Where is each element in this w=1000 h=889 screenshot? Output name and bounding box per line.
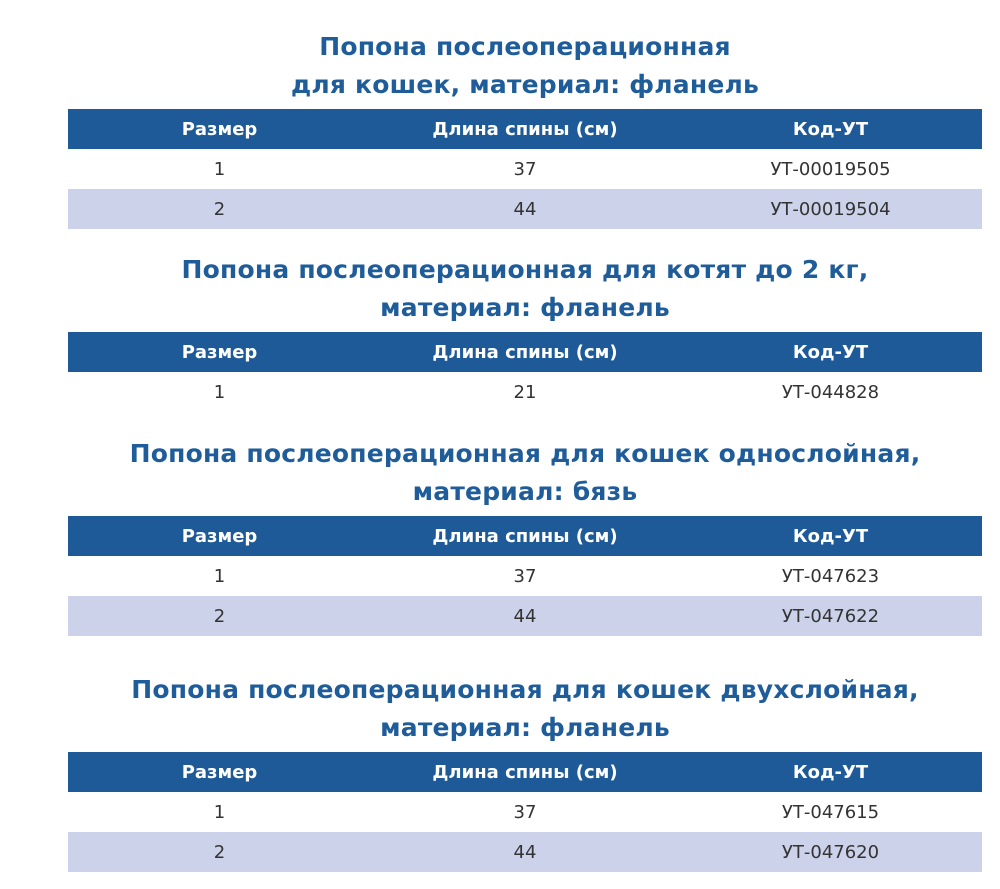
header-code: Код-УТ bbox=[679, 752, 982, 792]
section-title-line2: материал: бязь bbox=[412, 477, 638, 506]
size-table bbox=[68, 752, 982, 872]
size-table bbox=[68, 332, 982, 412]
size-table bbox=[68, 109, 982, 229]
section-title-line1: Попона послеоперационная для котят до 2 кг, bbox=[181, 255, 869, 284]
section-title bbox=[68, 251, 982, 327]
cell-code: УТ-00019504 bbox=[679, 189, 982, 229]
cell-size: 2 bbox=[68, 596, 371, 636]
table-header-row bbox=[68, 332, 982, 372]
cell-code: УТ-047615 bbox=[781, 801, 880, 823]
cell-length: 37 bbox=[513, 158, 537, 180]
size-table bbox=[68, 516, 982, 636]
section-title-line1: Попона послеоперационная для кошек однослойная, bbox=[129, 439, 921, 468]
cell-code: УТ-047622 bbox=[679, 596, 982, 636]
section-title-line1: Попона послеоперационная для кошек двухслойная, bbox=[131, 675, 919, 704]
table-row bbox=[68, 149, 982, 189]
header-back-length: Длина спины (см) bbox=[371, 109, 679, 149]
table-row bbox=[68, 556, 982, 596]
section-title-line2: для кошек, материал: фланель bbox=[290, 70, 760, 99]
section-flannel-cats bbox=[68, 28, 982, 229]
header-size: Размер bbox=[68, 752, 371, 792]
table-row bbox=[68, 596, 982, 636]
section-calico-single-layer bbox=[68, 435, 982, 636]
section-title bbox=[68, 671, 982, 747]
table-header-row bbox=[68, 109, 982, 149]
cell-length: 37 bbox=[513, 565, 537, 587]
table-row bbox=[68, 832, 982, 872]
header-code: Код-УТ bbox=[679, 332, 982, 372]
header-size: Размер bbox=[68, 332, 371, 372]
section-flannel-kittens bbox=[68, 251, 982, 412]
cell-length: 44 bbox=[371, 189, 679, 229]
cell-length: 44 bbox=[371, 596, 679, 636]
section-title-line2: материал: фланель bbox=[380, 293, 670, 322]
header-back-length: Длина спины (см) bbox=[371, 332, 679, 372]
section-title-line2: материал: фланель bbox=[380, 713, 670, 742]
cell-length: 21 bbox=[513, 381, 537, 403]
table-row bbox=[68, 792, 982, 832]
cell-length: 44 bbox=[371, 832, 679, 872]
table-header-row bbox=[68, 752, 982, 792]
section-title-line1: Попона послеоперационная bbox=[319, 32, 731, 61]
table-row bbox=[68, 189, 982, 229]
cell-code: УТ-00019505 bbox=[770, 158, 891, 180]
table-row bbox=[68, 372, 982, 412]
cell-code: УТ-047623 bbox=[781, 565, 880, 587]
cell-size: 1 bbox=[213, 565, 226, 587]
header-size: Размер bbox=[68, 109, 371, 149]
section-title bbox=[68, 28, 982, 104]
cell-size: 2 bbox=[68, 189, 371, 229]
section-title bbox=[68, 435, 982, 511]
cell-size: 1 bbox=[213, 158, 226, 180]
header-back-length: Длина спины (см) bbox=[371, 516, 679, 556]
header-size: Размер bbox=[68, 516, 371, 556]
table-header-row bbox=[68, 516, 982, 556]
header-code: Код-УТ bbox=[679, 109, 982, 149]
cell-size: 1 bbox=[213, 381, 226, 403]
cell-code: УТ-044828 bbox=[781, 381, 880, 403]
cell-size: 1 bbox=[213, 801, 226, 823]
cell-size: 2 bbox=[68, 832, 371, 872]
section-flannel-double-layer bbox=[68, 671, 982, 872]
header-back-length: Длина спины (см) bbox=[371, 752, 679, 792]
cell-code: УТ-047620 bbox=[679, 832, 982, 872]
header-code: Код-УТ bbox=[679, 516, 982, 556]
cell-length: 37 bbox=[513, 801, 537, 823]
